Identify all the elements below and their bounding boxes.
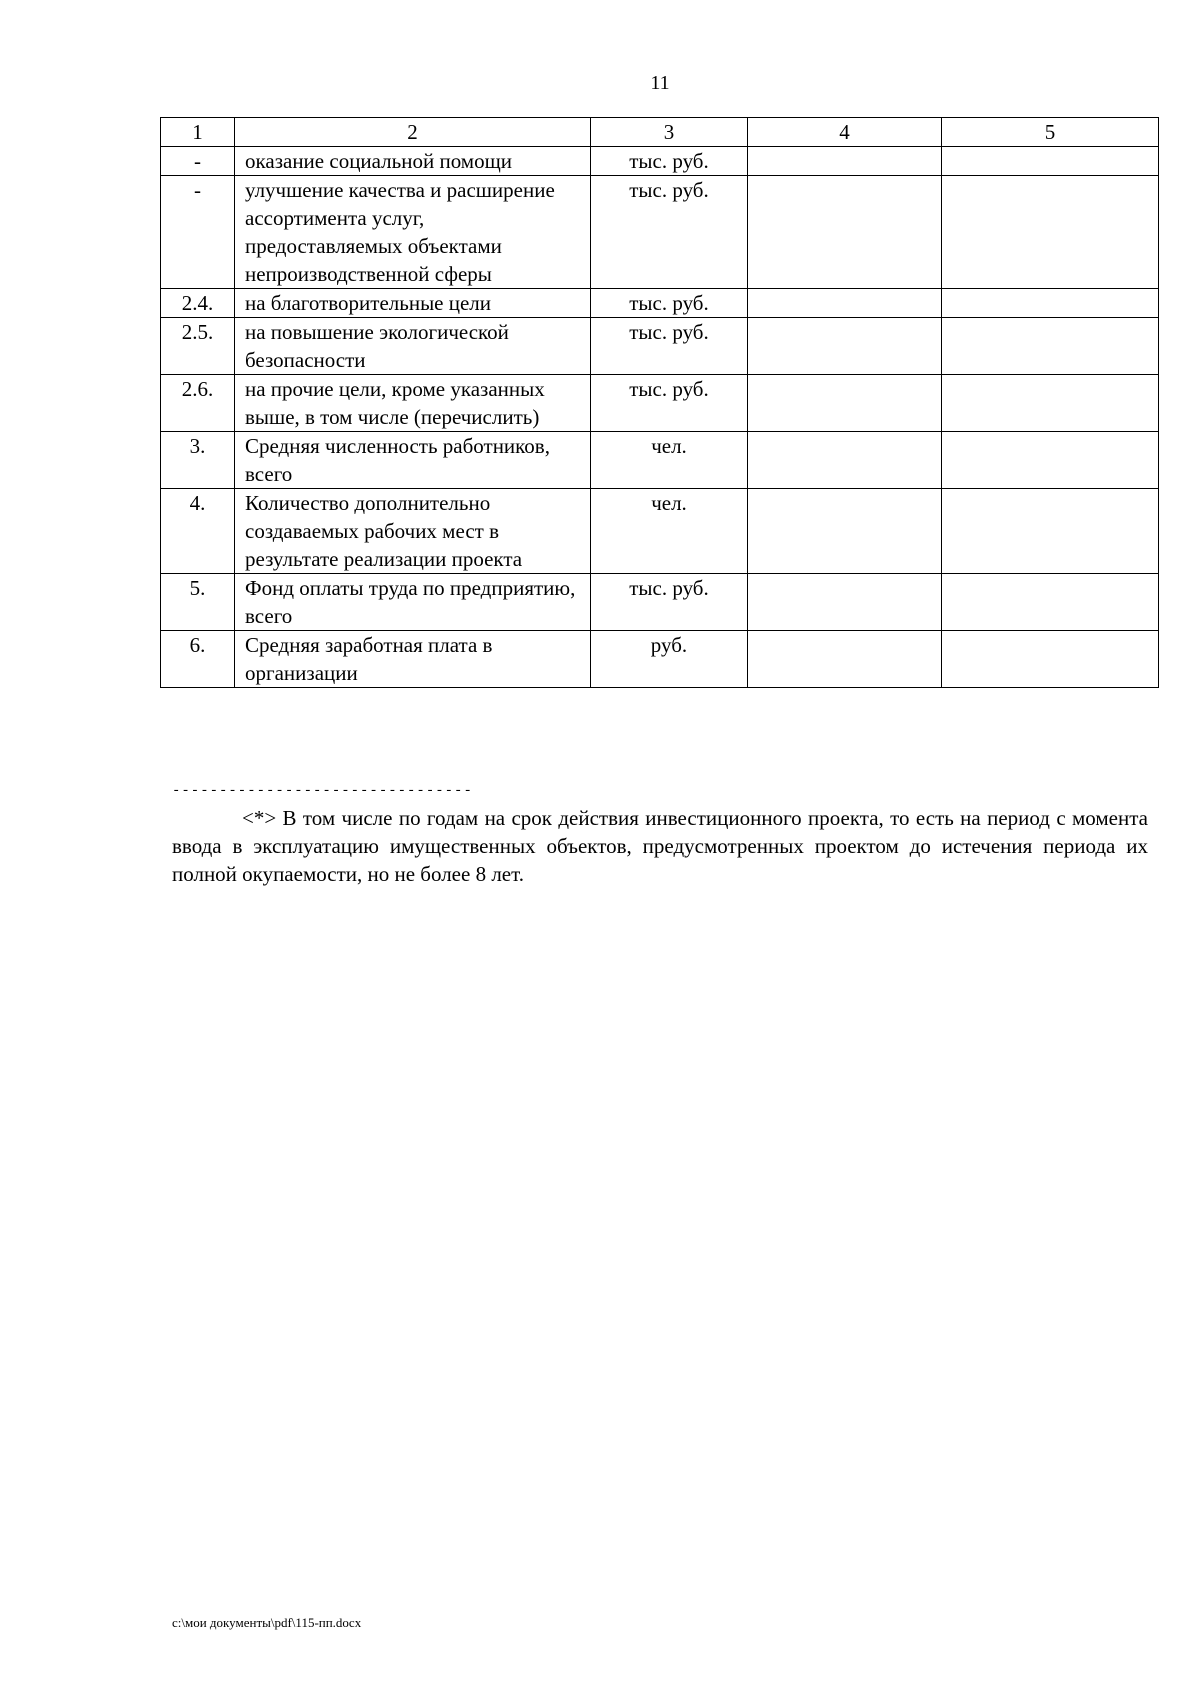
row-unit: тыс. руб.: [591, 574, 748, 631]
row-indicator: Количество дополнительно создаваемых рабочих мест в результате реализации проекта: [235, 489, 591, 574]
row-number: 2.5.: [161, 318, 235, 375]
indicators-table: [160, 117, 1159, 688]
table-row: [161, 489, 1159, 574]
row-number: 2.6.: [161, 375, 235, 432]
row-value-col5: [942, 147, 1159, 176]
row-value-col4: [748, 318, 942, 375]
table-row: [161, 574, 1159, 631]
table-row: [161, 375, 1159, 432]
row-value-col4: [748, 289, 942, 318]
row-indicator: улучшение качества и расширение ассортимента услуг, предоставляемых объектами непроизводственной сферы: [235, 176, 591, 289]
footnote-separator: --------------------------------: [172, 783, 473, 799]
row-value-col4: [748, 432, 942, 489]
table-row: [161, 147, 1159, 176]
table-header-row: [161, 118, 1159, 147]
table-row: [161, 631, 1159, 688]
table-row: [161, 318, 1159, 375]
row-value-col4: [748, 631, 942, 688]
row-number: -: [161, 147, 235, 176]
header-cell: 5: [942, 118, 1159, 147]
footnote-text: <*> В том числе по годам на срок действия инвестиционного проекта, то есть на период с момента ввода в эксплуатацию имущественных объектов, предусмотренных проектом до истечения периода их полной окупаемости, но не более 8 лет.: [172, 806, 1148, 886]
row-number: 4.: [161, 489, 235, 574]
row-value-col4: [748, 147, 942, 176]
row-indicator: Фонд оплаты труда по предприятию, всего: [235, 574, 591, 631]
header-cell: 4: [748, 118, 942, 147]
header-cell: 3: [591, 118, 748, 147]
row-value-col4: [748, 176, 942, 289]
table-row: [161, 176, 1159, 289]
table-row: [161, 432, 1159, 489]
row-number: -: [161, 176, 235, 289]
row-unit: тыс. руб.: [591, 176, 748, 289]
row-indicator: Средняя заработная плата в организации: [235, 631, 591, 688]
row-value-col5: [942, 574, 1159, 631]
row-indicator: на повышение экологической безопасности: [235, 318, 591, 375]
row-unit: тыс. руб.: [591, 147, 748, 176]
row-value-col5: [942, 375, 1159, 432]
row-unit: чел.: [591, 489, 748, 574]
row-number: 6.: [161, 631, 235, 688]
table-row: [161, 289, 1159, 318]
row-unit: тыс. руб.: [591, 375, 748, 432]
row-value-col4: [748, 574, 942, 631]
row-indicator: оказание социальной помощи: [235, 147, 591, 176]
row-value-col5: [942, 289, 1159, 318]
row-value-col5: [942, 318, 1159, 375]
row-unit: чел.: [591, 432, 748, 489]
file-path-footer: c:\мои документы\pdf\115-пп.docx: [172, 1615, 362, 1630]
row-value-col4: [748, 489, 942, 574]
row-value-col5: [942, 489, 1159, 574]
row-unit: тыс. руб.: [591, 289, 748, 318]
row-indicator: Средняя численность работников, всего: [235, 432, 591, 489]
row-unit: тыс. руб.: [591, 318, 748, 375]
row-value-col5: [942, 176, 1159, 289]
row-indicator: на благотворительные цели: [235, 289, 591, 318]
row-value-col5: [942, 432, 1159, 489]
row-value-col5: [942, 631, 1159, 688]
row-value-col4: [748, 375, 942, 432]
row-number: 5.: [161, 574, 235, 631]
row-number: 2.4.: [161, 289, 235, 318]
header-cell: 1: [161, 118, 235, 147]
row-number: 3.: [161, 432, 235, 489]
page-number: 11: [650, 72, 670, 94]
row-unit: руб.: [591, 631, 748, 688]
header-cell: 2: [235, 118, 591, 147]
row-indicator: на прочие цели, кроме указанных выше, в том числе (перечислить): [235, 375, 591, 432]
